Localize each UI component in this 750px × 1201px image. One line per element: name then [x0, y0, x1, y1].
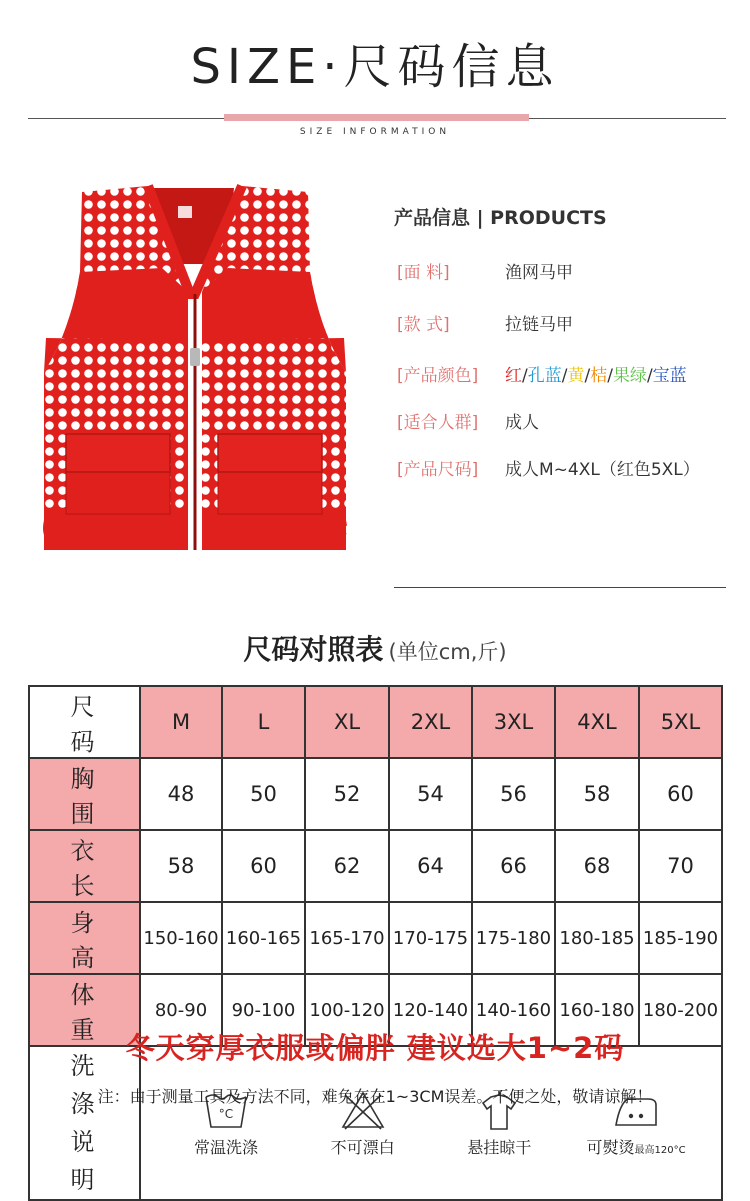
info-value: 成人M~4XL（红色5XL） [505, 459, 700, 480]
table-cell: 120-140 [389, 974, 472, 1046]
info-row-sizes [397, 453, 700, 481]
color-list: 红/孔蓝/黄/桔/果绿/宝蓝 [505, 365, 687, 386]
table-cell: 180-185 [555, 902, 639, 974]
care-label: 常温洗涤 [193, 1137, 258, 1157]
table-cell: 66 [472, 830, 555, 902]
info-label: [面 料] [397, 262, 450, 283]
care-instructions [140, 1046, 722, 1200]
table-cell: 100-120 [305, 974, 389, 1046]
size-cell: 3XL [472, 686, 555, 758]
table-cell: 80-90 [140, 974, 222, 1046]
color-green: 果绿 [612, 365, 647, 386]
vest-product-image [30, 172, 360, 564]
table-cell: 68 [555, 830, 639, 902]
table-cell: 170-175 [389, 902, 472, 974]
table-cell: 60 [639, 758, 722, 830]
info-label: [款 式] [397, 314, 450, 335]
table-cell: 90-100 [222, 974, 305, 1046]
info-row-fabric [397, 256, 573, 284]
size-table [28, 685, 723, 1201]
care-label: 不可漂白 [330, 1137, 395, 1157]
care-label-iron [587, 1135, 686, 1158]
care-row [29, 1046, 722, 1200]
care-label: 可熨烫 [586, 1137, 635, 1157]
info-divider [394, 587, 726, 588]
size-table-heading: 尺码对照表 [243, 633, 384, 666]
size-cell: 4XL [555, 686, 639, 758]
table-row [29, 758, 722, 830]
table-cell: 175-180 [472, 902, 555, 974]
table-cell: 64 [389, 830, 472, 902]
product-info-title: 产品信息 | PRODUCTS [394, 207, 607, 229]
table-cell: 160-180 [555, 974, 639, 1046]
size-cell: 2XL [389, 686, 472, 758]
table-row [29, 830, 722, 902]
page-subtitle: SIZE INFORMATION [299, 127, 451, 137]
care-note: 最高120°C [634, 1144, 686, 1156]
size-cell: L [222, 686, 305, 758]
care-label-line: 洗 涤 [70, 1052, 113, 1118]
color-peacock-blue: 孔蓝 [527, 365, 562, 386]
size-cell: XL [305, 686, 389, 758]
header-accent-bar [224, 114, 529, 121]
info-value: 拉链马甲 [505, 314, 573, 335]
table-cell: 180-200 [639, 974, 722, 1046]
page-title: SIZE·尺码信息 [190, 39, 560, 95]
row-label: 衣 长 [29, 830, 140, 902]
info-value: 渔网马甲 [505, 262, 573, 283]
table-cell: 48 [140, 758, 222, 830]
measurement-note: 注：由于测量工具及方法不同，难免存在1~3CM误差。不便之处，敬请谅解！ [97, 1087, 653, 1106]
care-label-line: 说 明 [70, 1128, 113, 1194]
table-cell: 58 [140, 830, 222, 902]
table-cell: 185-190 [639, 902, 722, 974]
color-yellow: 黄 [567, 365, 585, 386]
info-label: [产品尺码] [397, 459, 479, 480]
size-cell: 5XL [639, 686, 722, 758]
color-orange: 桔 [590, 365, 608, 386]
table-cell: 50 [222, 758, 305, 830]
table-row [29, 902, 722, 974]
info-label: [产品颜色] [397, 365, 479, 386]
care-row-label [29, 1046, 140, 1200]
color-red: 红 [505, 365, 522, 386]
size-header-row [29, 686, 722, 758]
info-row-audience [397, 406, 539, 434]
row-label: 体 重 [29, 974, 140, 1046]
wash-temp-symbol: °C [218, 1106, 234, 1121]
table-cell: 150-160 [140, 902, 222, 974]
table-cell: 160-165 [222, 902, 305, 974]
row-label: 胸 围 [29, 758, 140, 830]
size-table-unit: (单位cm,斤) [388, 640, 507, 664]
table-cell: 56 [472, 758, 555, 830]
table-cell: 62 [305, 830, 389, 902]
color-royal-blue: 宝蓝 [652, 365, 687, 386]
table-cell: 165-170 [305, 902, 389, 974]
row-label: 尺 码 [29, 686, 140, 758]
info-value: 成人 [505, 412, 539, 433]
info-label: [适合人群] [397, 412, 479, 433]
table-cell: 54 [389, 758, 472, 830]
size-cell: M [140, 686, 222, 758]
row-label: 身 高 [29, 902, 140, 974]
care-label: 悬挂晾干 [467, 1137, 532, 1157]
size-advice: 冬天穿厚衣服或偏胖 建议选大1~2码 [125, 1031, 625, 1065]
size-table-title [0, 628, 750, 668]
table-cell: 58 [555, 758, 639, 830]
table-cell: 52 [305, 758, 389, 830]
table-cell: 60 [222, 830, 305, 902]
info-row-style [397, 308, 573, 336]
table-cell: 70 [639, 830, 722, 902]
table-cell: 140-160 [472, 974, 555, 1046]
info-row-colors [397, 359, 687, 387]
